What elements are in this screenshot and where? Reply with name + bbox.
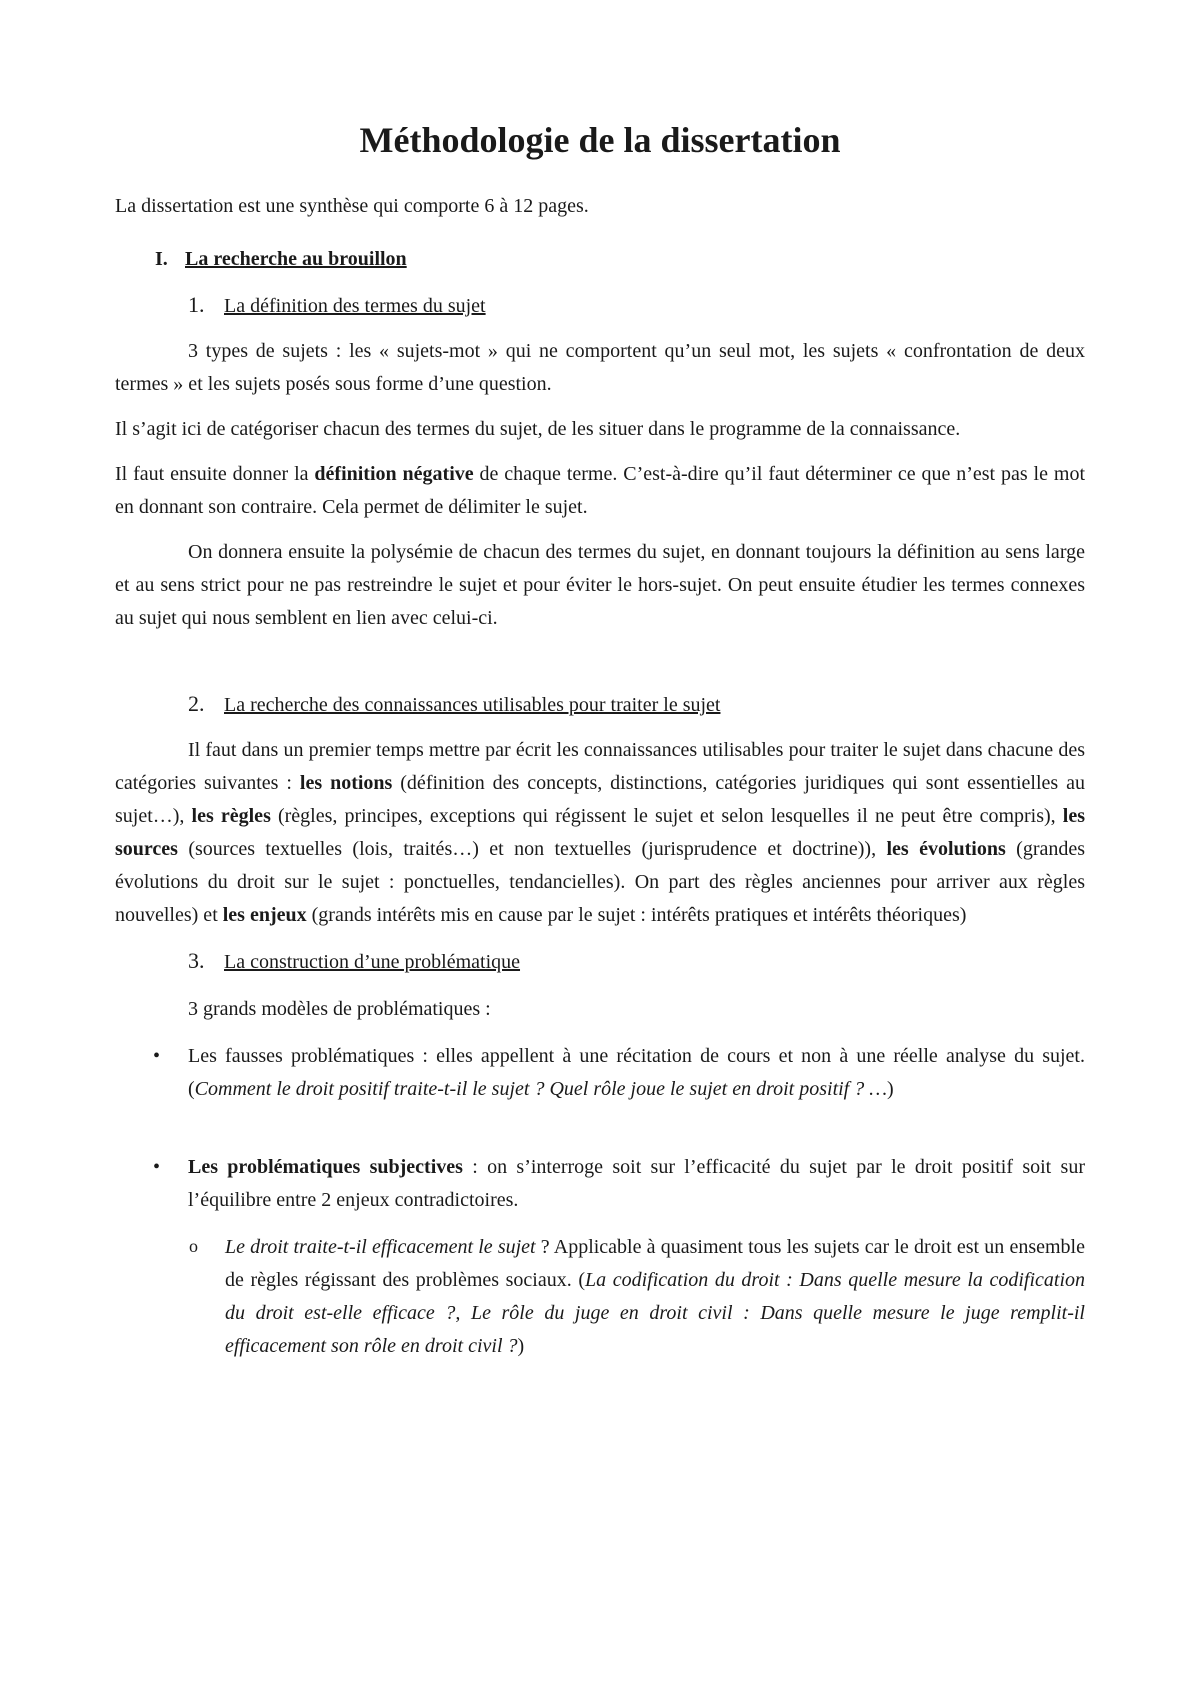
section-number: I.	[155, 248, 168, 270]
subsection-title: La définition des termes du sujet	[224, 295, 486, 317]
bullet-icon: •	[153, 1156, 161, 1178]
text-run: Il faut dans un premier temps mettre par écrit les connaissances utilisables pour traiter le sujet dans chacune des catégories suivantes :	[115, 739, 1085, 794]
text-run: (définition des concepts, distinctions, catégories juridiques qui sont essentielles au sujet…),	[115, 772, 1085, 827]
text-run: de chaque terme. C’est-à-dire qu’il faut déterminer ce que n’est pas le mot en donnant son contraire. Cela permet de délimiter le sujet.	[115, 463, 1085, 518]
bold-term: les règles	[191, 805, 271, 827]
subsection-heading-2	[188, 687, 1085, 722]
bold-term: les sources	[115, 805, 1085, 860]
section-heading-1	[155, 243, 1085, 276]
paragraph-connaissances	[115, 734, 1085, 932]
paragraph-types-de-sujets: 3 types de sujets : les « sujets-mot » qui ne comportent qu’un seul mot, les sujets « confrontation de deux termes » et les sujets posés sous forme d’une question.	[115, 340, 1085, 395]
bold-term: les enjeux	[222, 904, 307, 926]
text-run: )	[517, 1335, 525, 1357]
italic-example: Comment le droit positif traite-t-il le sujet ? Quel rôle joue le sujet en droit positif ? …	[194, 1078, 888, 1100]
section-title: La recherche au brouillon	[185, 248, 407, 270]
subsection-heading-1	[188, 288, 1085, 323]
text-run: Les fausses problématiques : elles appellent à une récitation de cours et non à une réelle analyse du sujet. (	[188, 1045, 1085, 1100]
circle-bullet-icon: o	[189, 1236, 198, 1256]
text-run: (sources textuelles (lois, traités…) et non textuelles (jurisprudence et doctrine)),	[177, 838, 887, 860]
paragraph-definition-negative	[115, 458, 1085, 524]
subsection-number: 1.	[188, 292, 205, 317]
italic-example: Le droit traite-t-il efficacement le sujet	[225, 1236, 536, 1258]
bold-term: les notions	[299, 772, 393, 794]
subsection-number: 3.	[188, 948, 205, 973]
text-run: : on s’interroge soit sur l’efficacité du sujet par le droit positif soit sur l’équilibre entre 2 enjeux contradictoires.	[188, 1156, 1085, 1211]
document-title: Méthodologie de la dissertation	[359, 120, 841, 160]
subsection-title: La construction d’une problématique	[224, 951, 521, 973]
text-run: (grands intérêts mis en cause par le sujet : intérêts pratiques et intérêts théoriques)	[306, 904, 967, 926]
text-run: ? Applicable à quasiment tous les sujets car le droit est un ensemble de règles régissant des problèmes sociaux. (	[225, 1236, 1085, 1291]
subsection-title: La recherche des connaissances utilisables pour traiter le sujet	[224, 694, 721, 716]
text-run: (grandes évolutions du droit sur le sujet : ponctuelles, tendancielles). On part des règles anciennes pour arriver aux règles nouvelles) et	[115, 838, 1086, 926]
paragraph-categoriser: Il s’agit ici de catégoriser chacun des termes du sujet, de les situer dans le programme de la connaissance.	[115, 418, 961, 440]
list-item-problematiques-subjectives	[115, 1151, 1085, 1217]
text-run: (règles, principes, exceptions qui régissent le sujet et selon lesquelles il ne peut être compris),	[270, 805, 1063, 827]
bullet-icon: •	[153, 1045, 161, 1067]
subsection-number: 2.	[188, 691, 205, 716]
bold-term: les évolutions	[886, 838, 1006, 860]
paragraph-modeles: 3 grands modèles de problématiques :	[188, 998, 491, 1020]
intro-paragraph: La dissertation est une synthèse qui comporte 6 à 12 pages.	[115, 195, 589, 217]
problematiques-list	[115, 1040, 1085, 1363]
italic-example: La codification du droit : Dans quelle mesure la codification du droit est-elle efficace ?, Le rôle du juge en droit civil : Dans quelle mesure le juge remplit-il efficacement son rôle en droit civil ?	[225, 1269, 1085, 1357]
list-item-fausses-problematiques	[115, 1040, 1085, 1106]
sub-list-item-efficacite	[115, 1231, 1085, 1363]
bold-term: Les problématiques subjectives	[188, 1156, 463, 1178]
bold-term: définition négative	[314, 463, 474, 485]
paragraph-polysemie: On donnera ensuite la polysémie de chacun des termes du sujet, en donnant toujours la définition au sens large et au sens strict pour ne pas restreindre le sujet et pour éviter le hors-sujet. On peut ensuite étudier les termes connexes au sujet qui nous semblent en lien avec celui-ci.	[115, 541, 1085, 629]
subsection-heading-3	[188, 944, 1085, 979]
text-run: Il faut ensuite donner la	[115, 463, 315, 485]
text-run: )	[887, 1078, 894, 1100]
